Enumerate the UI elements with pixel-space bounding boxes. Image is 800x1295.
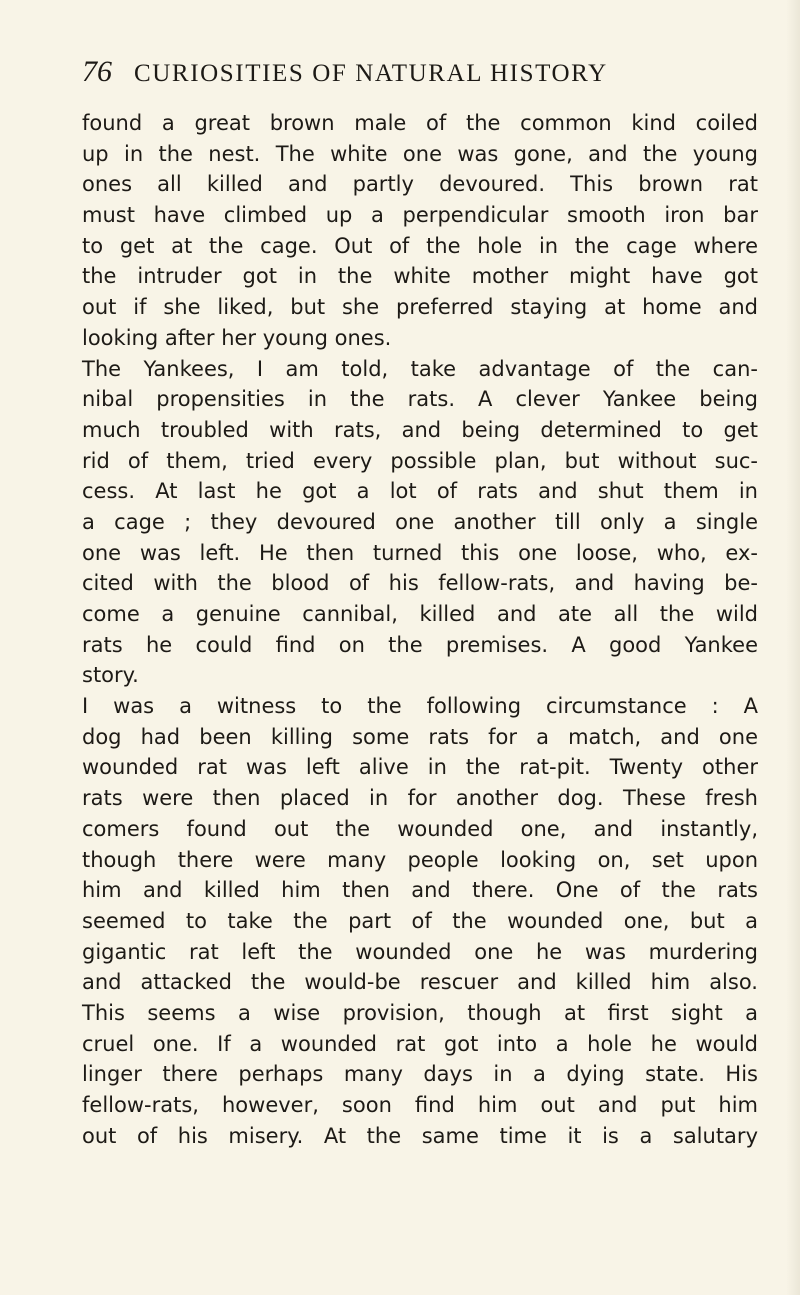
- text-line: rats he could find on the premises. A good Yankee: [82, 632, 758, 657]
- running-head: CURIOSITIES OF NATURAL HISTORY: [134, 60, 608, 87]
- text-line: seemed to take the part of the wounded one, but a: [82, 908, 758, 933]
- text-line: up in the nest. The white one was gone, and the young: [82, 141, 758, 166]
- text-line: dog had been killing some rats for a match, and one: [82, 724, 758, 749]
- text-line: found a great brown male of the common kind coiled: [82, 111, 758, 135]
- text-line: gigantic rat left the wounded one he was murdering: [82, 939, 758, 964]
- text-line: fellow-rats, however, soon find him out and put him: [82, 1093, 758, 1117]
- text-line: cruel one. If a wounded rat got into a hole he would: [82, 1031, 758, 1056]
- text-line: him and killed him then and there. One of the rats: [82, 878, 758, 903]
- text-line: and attacked the would-be rescuer and killed him also.: [82, 970, 758, 995]
- body-text: [82, 108, 758, 1151]
- text-line: wounded rat was left alive in the rat-pit. Twenty other: [82, 755, 758, 780]
- text-line: out of his misery. At the same time it is a salutary: [82, 1123, 758, 1148]
- text-line: This seems a wise provision, though at first sight a: [82, 1000, 758, 1025]
- page-header: [82, 55, 722, 95]
- text-line: cited with the blood of his fellow-rats, and having be-: [82, 571, 758, 596]
- text-line: ones all killed and partly devoured. This brown rat: [82, 172, 758, 197]
- text-line: comers found out the wounded one, and instantly,: [82, 816, 758, 841]
- paragraph-end-line: looking after her young ones.: [82, 325, 392, 350]
- text-line: out if she liked, but she preferred staying at home and: [82, 295, 758, 320]
- text-line: to get at the cage. Out of the hole in the cage where: [82, 233, 758, 258]
- page-edge-shadow: [786, 0, 800, 1295]
- paragraph-start-line: I was a witness to the following circumstance : A: [82, 694, 758, 719]
- text-line: rats were then placed in for another dog. These fresh: [82, 786, 758, 811]
- text-line: cess. At last he got a lot of rats and shut them in: [82, 479, 758, 504]
- text-line: the intruder got in the white mother might have got: [82, 264, 758, 289]
- text-line: much troubled with rats, and being determined to get: [82, 417, 758, 442]
- text-line: nibal propensities in the rats. A clever Yankee being: [82, 387, 758, 412]
- paragraph-start-line: The Yankees, I am told, take advantage of the can-: [82, 356, 758, 381]
- text-line: come a genuine cannibal, killed and ate all the wild: [82, 602, 758, 626]
- text-line: one was left. He then turned this one loose, who, ex-: [82, 540, 758, 565]
- paragraph-end-line: story.: [82, 663, 139, 688]
- text-line: a cage ; they devoured one another till only a single: [82, 509, 758, 534]
- page-number: 76: [82, 55, 112, 88]
- text-line: linger there perhaps many days in a dying state. His: [82, 1062, 758, 1087]
- text-line: must have climbed up a perpendicular smooth iron bar: [82, 203, 758, 228]
- text-line: though there were many people looking on, set upon: [82, 847, 758, 872]
- text-line: rid of them, tried every possible plan, but without suc-: [82, 448, 758, 473]
